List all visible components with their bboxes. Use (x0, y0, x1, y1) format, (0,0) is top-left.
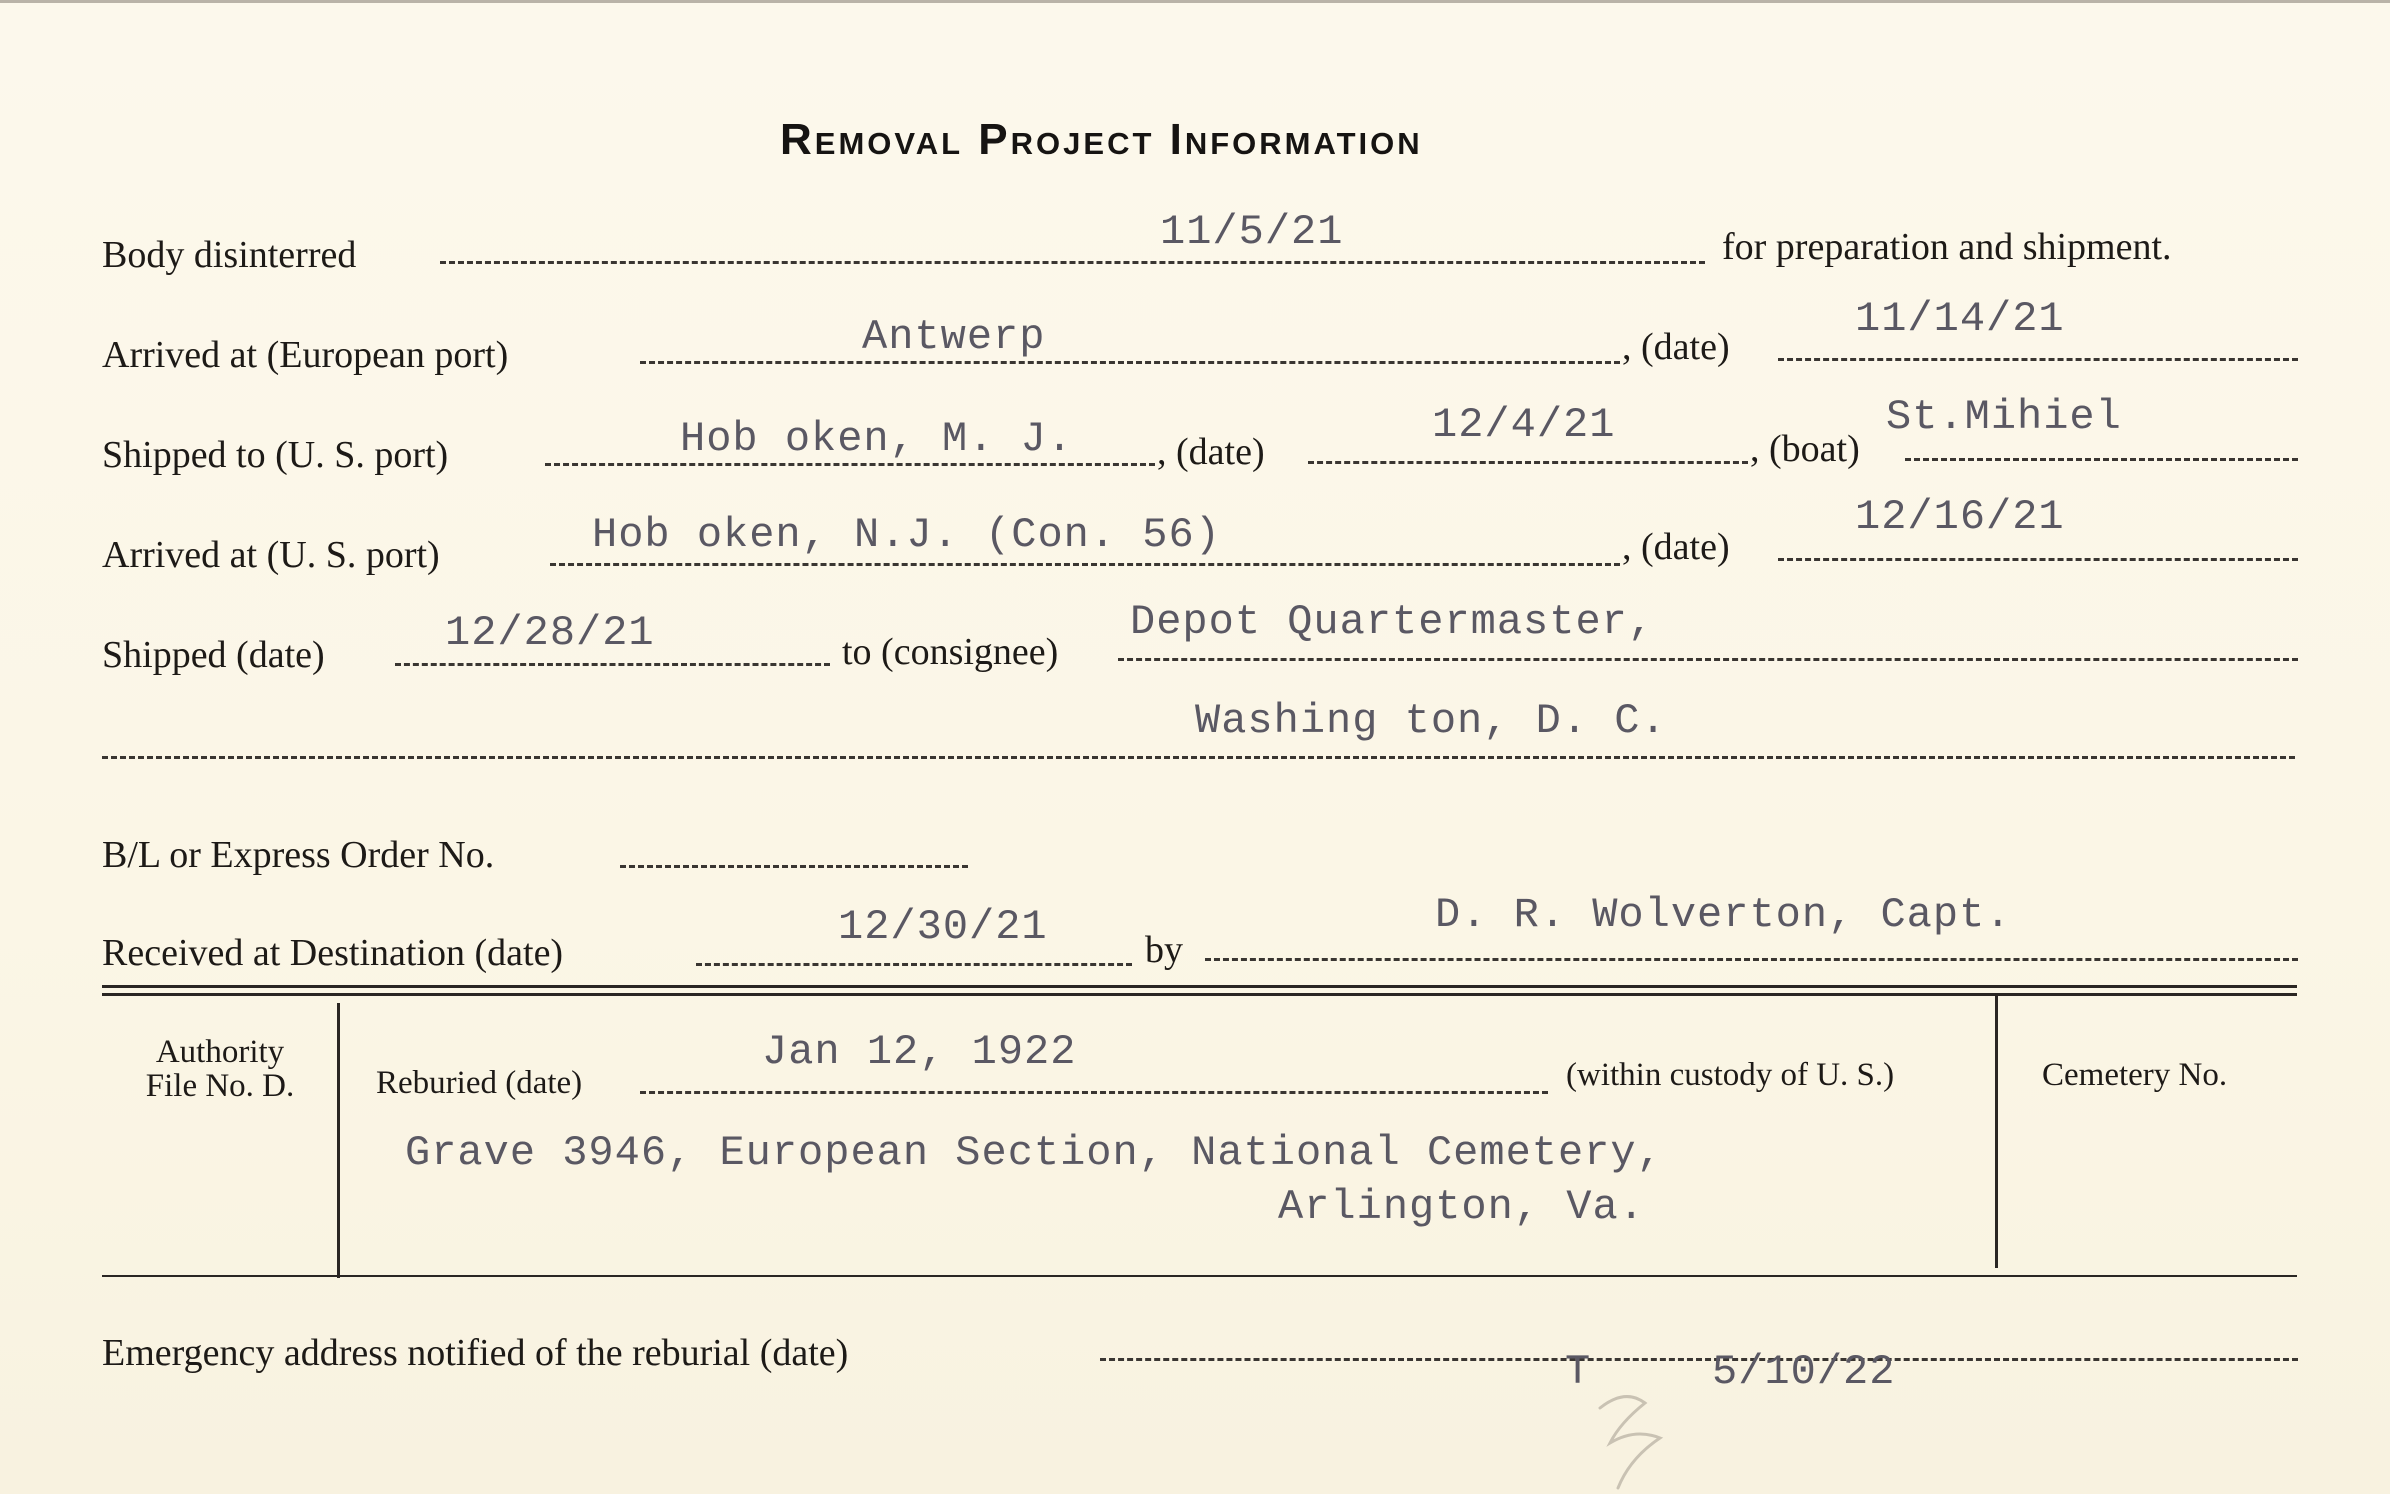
label-within-custody: (within custody of U. S.) (1566, 1057, 1895, 1093)
field-line-received-date (696, 963, 1132, 966)
field-line-european-date (1778, 358, 2298, 361)
field-line-consignee (1118, 658, 2298, 661)
value-reburied-date[interactable]: Jan 12, 1922 (762, 1028, 1077, 1076)
label-arrived-european-port: Arrived at (European port) (102, 334, 509, 376)
label-european-date: , (date) (1622, 326, 1730, 368)
field-line-us-port-arrived (550, 563, 1620, 566)
value-emergency-mark[interactable]: T (1565, 1348, 1592, 1396)
value-emergency-date[interactable]: 5/10/22 (1712, 1348, 1896, 1396)
label-bl-order: B/L or Express Order No. (102, 834, 495, 876)
box-top-rule (102, 985, 2297, 988)
field-line-emergency-date (1100, 1358, 2298, 1361)
page-title: Removal Project Information (780, 115, 1423, 164)
value-grave-line2[interactable]: Arlington, Va. (1278, 1183, 1645, 1231)
field-line-european-port (640, 361, 1620, 364)
label-consignee: to (consignee) (842, 631, 1059, 673)
box-top-rule-double (102, 993, 2297, 996)
label-arrived-us-port: Arrived at (U. S. port) (102, 534, 440, 576)
field-line-us-port-shipped (545, 463, 1155, 466)
value-consignee-line1[interactable]: Depot Quartermaster, (1130, 598, 1655, 646)
pencil-mark-icon (1590, 1383, 1690, 1493)
value-european-date[interactable]: 11/14/21 (1855, 295, 2065, 343)
label-received-destination: Received at Destination (date) (102, 932, 564, 974)
label-authority-line2: File No. D. (145, 1068, 295, 1104)
field-line-boat (1905, 458, 2298, 461)
value-european-port[interactable]: Antwerp (862, 313, 1046, 361)
field-line-us-arrived-date (1778, 558, 2298, 561)
field-line-us-ship-date (1308, 461, 1748, 464)
box-bottom-rule (102, 1275, 2297, 1277)
value-grave-line1[interactable]: Grave 3946, European Section, National Cemetery, (405, 1129, 1663, 1177)
label-authority-file (110, 1035, 330, 1103)
field-line-reburied-date (640, 1091, 1548, 1094)
value-received-by[interactable]: D. R. Wolverton, Capt. (1435, 891, 2012, 939)
label-for-preparation: for preparation and shipment. (1722, 226, 2172, 268)
label-shipped-date: Shipped (date) (102, 634, 325, 676)
label-cemetery-no: Cemetery No. (2042, 1057, 2228, 1093)
value-us-ship-date[interactable]: 12/4/21 (1432, 401, 1616, 449)
value-us-port-shipped[interactable]: Hob oken, M. J. (680, 415, 1074, 463)
label-boat: , (boat) (1750, 428, 1860, 470)
label-body-disinterred: Body disinterred (102, 234, 357, 276)
label-reburied-date: Reburied (date) (376, 1065, 583, 1101)
label-authority-line1: Authority (155, 1034, 285, 1070)
label-shipped-to-us-port: Shipped to (U. S. port) (102, 434, 449, 476)
box-divider-right (1995, 993, 1998, 1268)
value-disinterred-date[interactable]: 11/5/21 (1160, 208, 1344, 256)
field-line-shipped-date (395, 663, 830, 666)
value-us-port-arrived[interactable]: Hob oken, N.J. (Con. 56) (592, 511, 1221, 559)
field-line-disinterred (440, 261, 1705, 264)
label-by: by (1145, 929, 1183, 971)
label-emergency-address: Emergency address notified of the reburial (date) (102, 1332, 849, 1374)
value-consignee-line2[interactable]: Washing ton, D. C. (1195, 697, 1667, 745)
label-us-ship-date: , (date) (1157, 431, 1265, 473)
value-us-arrived-date[interactable]: 12/16/21 (1855, 493, 2065, 541)
value-received-date[interactable]: 12/30/21 (838, 903, 1048, 951)
field-line-bl-order (620, 865, 968, 868)
label-us-arrived-date: , (date) (1622, 526, 1730, 568)
field-line-consignee-continued (102, 756, 2295, 759)
box-divider-left (337, 1003, 340, 1278)
value-shipped-date[interactable]: 12/28/21 (445, 609, 655, 657)
value-boat[interactable]: St.Mihiel (1886, 393, 2122, 441)
field-line-received-by (1205, 958, 2298, 961)
